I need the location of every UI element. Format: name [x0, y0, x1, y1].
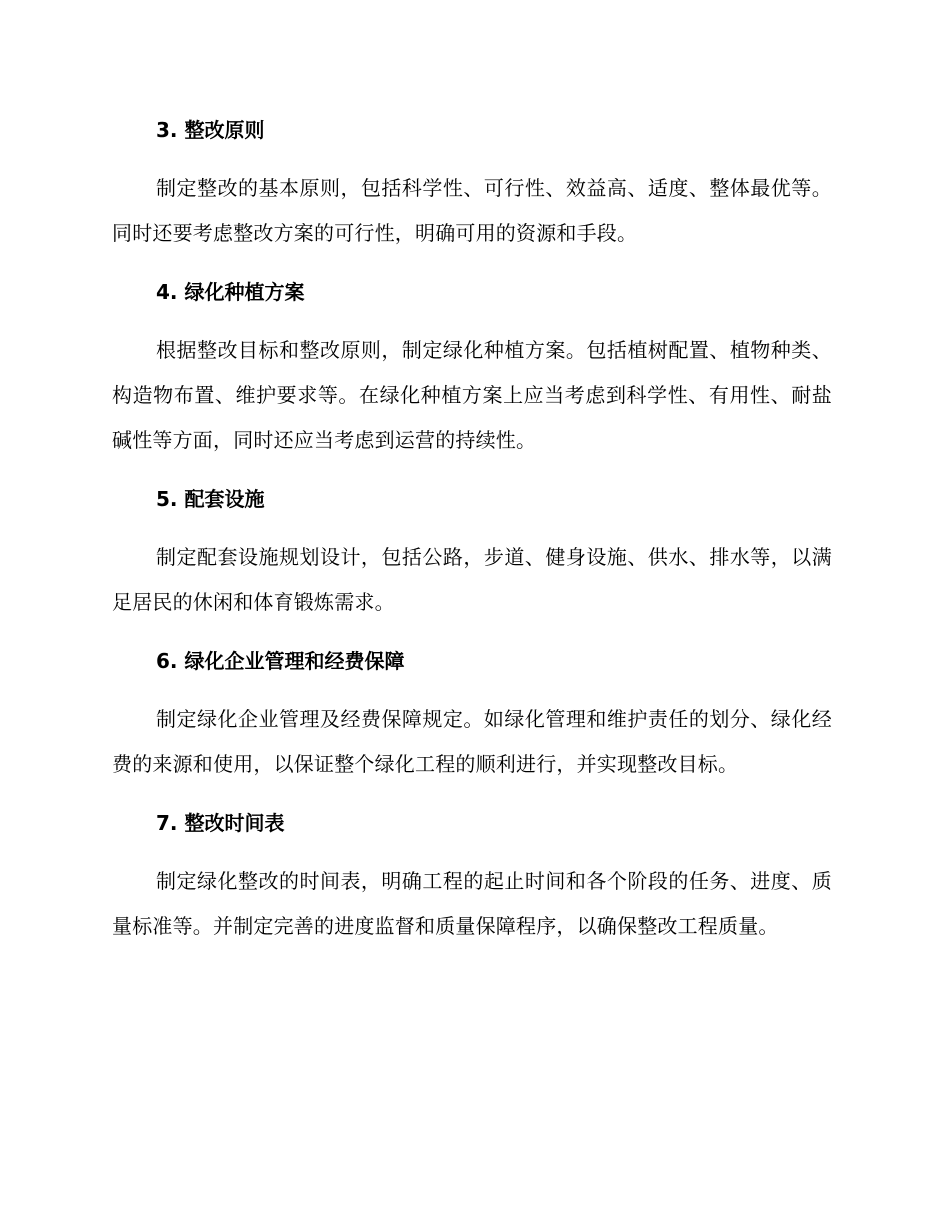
section-management-funding — [112, 639, 832, 787]
section-principles — [112, 108, 832, 256]
section-paragraph: 制定绿化整改的时间表，明确工程的起止时间和各个阶段的任务、进度、质量标准等。并制定完善的进度监督和质量保障程序，以确保整改工程质量。 — [112, 869, 832, 938]
document-page — [112, 108, 832, 963]
section-paragraph: 制定绿化企业管理及经费保障规定。如绿化管理和维护责任的划分、绿化经费的来源和使用，以保证整个绿化工程的顺利进行，并实现整改目标。 — [112, 707, 832, 776]
section-planting-plan — [112, 270, 832, 463]
section-paragraph: 根据整改目标和整改原则，制定绿化种植方案。包括植树配置、植物种类、构造物布置、维护要求等。在绿化种植方案上应当考虑到科学性、有用性、耐盐碱性等方面，同时还应当考虑到运营的持续性。 — [112, 338, 832, 452]
section-heading: 4. 绿化种植方案 — [156, 280, 305, 304]
section-timeline — [112, 801, 832, 949]
section-facilities — [112, 477, 832, 625]
section-heading: 6. 绿化企业管理和经费保障 — [156, 649, 405, 673]
section-heading: 7. 整改时间表 — [156, 811, 285, 835]
section-heading: 5. 配套设施 — [156, 487, 265, 511]
section-paragraph: 制定整改的基本原则，包括科学性、可行性、效益高、适度、整体最优等。同时还要考虑整改方案的可行性，明确可用的资源和手段。 — [112, 176, 832, 245]
section-paragraph: 制定配套设施规划设计，包括公路，步道、健身设施、供水、排水等，以满足居民的休闲和体育锻炼需求。 — [112, 545, 832, 614]
section-heading: 3. 整改原则 — [156, 118, 265, 142]
